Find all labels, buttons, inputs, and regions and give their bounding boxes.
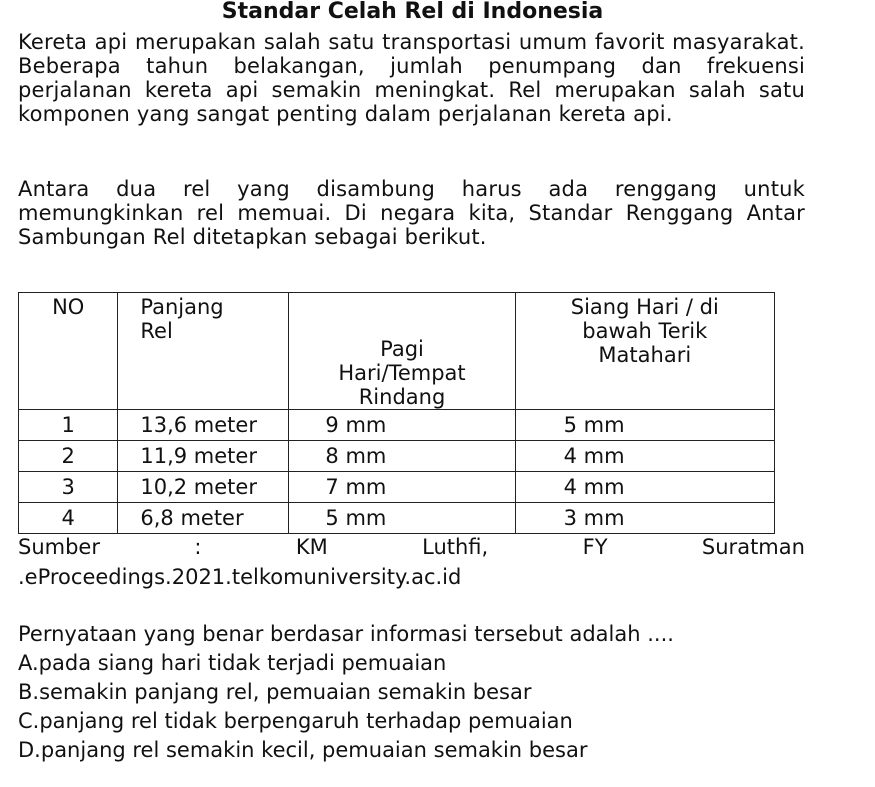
cell-siang: 5 mm <box>515 410 774 441</box>
header-no <box>19 293 118 410</box>
source-url: .eProceedings.2021.telkomuniversity.ac.id <box>18 565 462 589</box>
option-letter: D. <box>18 738 41 762</box>
cell-no: 4 <box>19 503 118 534</box>
document-title: Standar Celah Rel di Indonesia <box>221 0 604 24</box>
option-d <box>18 738 588 767</box>
source-word: FY <box>582 535 608 559</box>
cell-pagi: 5 mm <box>289 503 515 534</box>
answer-options <box>18 651 588 767</box>
source-line <box>18 535 805 559</box>
cell-no: 3 <box>19 472 118 503</box>
option-text: panjang rel semakin kecil, pemuaian semakin besar <box>40 738 588 762</box>
header-pagi-line2: Hari/Tempat <box>338 361 466 385</box>
option-a <box>18 651 588 680</box>
source-word: Sumber <box>18 535 100 559</box>
source-word: : <box>194 535 202 559</box>
cell-panjang: 10,2 meter <box>118 472 289 503</box>
cell-panjang: 13,6 meter <box>118 410 289 441</box>
source-word: KM <box>295 535 328 559</box>
option-letter: A. <box>18 651 39 675</box>
cell-pagi: 9 mm <box>289 410 515 441</box>
table-header-row <box>19 293 775 410</box>
header-pagi-line3: Rindang <box>358 385 446 409</box>
cell-pagi: 7 mm <box>289 472 515 503</box>
option-b <box>18 680 588 709</box>
rail-gap-table <box>18 292 775 534</box>
header-no-label: NO <box>52 295 85 319</box>
header-siang-line3: Matahari <box>598 343 692 367</box>
cell-siang: 4 mm <box>515 472 774 503</box>
table-row <box>19 472 775 503</box>
header-panjang-line1: Panjang <box>140 295 224 319</box>
table-row <box>19 441 775 472</box>
header-pagi-line1: Pagi <box>380 337 424 361</box>
cell-no: 2 <box>19 441 118 472</box>
cell-no: 1 <box>19 410 118 441</box>
intro-paragraph: Kereta api merupakan salah satu transportasi umum favorit masyarakat. Beberapa tahun belakangan, jumlah penumpang dan frekuensi perjalanan kereta api semakin meningkat. Rel merupakan salah satu komponen yang sangat penting dalam perjalanan kereta api. <box>18 30 805 126</box>
header-pagi <box>289 293 515 410</box>
header-siang-line1: Siang Hari / di <box>570 295 719 319</box>
option-letter: B. <box>18 680 40 704</box>
option-text: panjang rel tidak berpengaruh terhadap pemuaian <box>39 709 573 733</box>
option-text: pada siang hari tidak terjadi pemuaian <box>38 651 447 675</box>
header-siang <box>515 293 774 410</box>
header-siang-line2: bawah Terik <box>582 319 708 343</box>
option-c <box>18 709 588 738</box>
cell-pagi: 8 mm <box>289 441 515 472</box>
cell-siang: 3 mm <box>515 503 774 534</box>
cell-panjang: 6,8 meter <box>118 503 289 534</box>
header-panjang-line2: Rel <box>140 319 173 343</box>
header-panjang <box>118 293 289 410</box>
gap-paragraph: Antara dua rel yang disambung harus ada renggang untuk memungkinkan rel memuai. Di negara kita, Standar Renggang Antar Sambungan Rel ditetapkan sebagai berikut. <box>18 177 805 249</box>
cell-panjang: 11,9 meter <box>118 441 289 472</box>
table-row <box>19 503 775 534</box>
table-row <box>19 410 775 441</box>
source-word: Suratman <box>701 535 805 559</box>
cell-siang: 4 mm <box>515 441 774 472</box>
option-text: semakin panjang rel, pemuaian semakin besar <box>39 680 532 704</box>
question-text: Pernyataan yang benar berdasar informasi tersebut adalah .... <box>18 622 674 646</box>
option-letter: C. <box>18 709 40 733</box>
source-word: Luthfi, <box>422 535 489 559</box>
